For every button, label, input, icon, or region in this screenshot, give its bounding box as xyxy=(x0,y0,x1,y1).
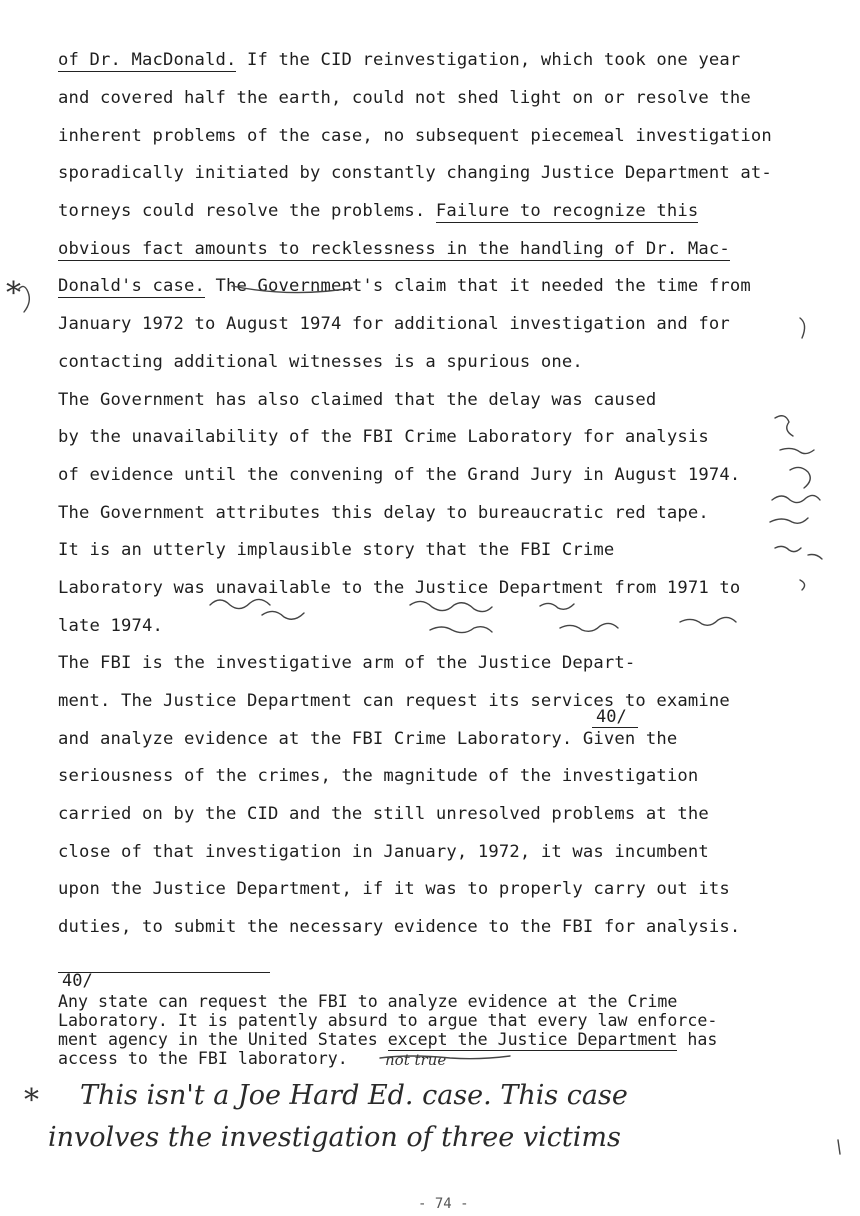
handwritten-note-line-1: This isn't a Joe Hard Ed. case. This case xyxy=(80,1080,628,1111)
body-line-22: close of that investigation in January, 1972, it was incumbent xyxy=(58,842,709,862)
body-line-8: January 1972 to August 1974 for additional investigation and for xyxy=(58,314,730,334)
body-line-19: and analyze evidence at the FBI Crime Laboratory. Given the xyxy=(58,729,678,749)
body-line-16: late 1974. xyxy=(58,616,163,636)
body-line-11: by the unavailability of the FBI Crime Laboratory for analysis xyxy=(58,427,709,447)
footnote-number: 40/ xyxy=(62,971,93,991)
body-line-17: The FBI is the investigative arm of the Justice Depart- xyxy=(58,653,636,673)
underlined-phrase: Failure to recognize this xyxy=(435,201,699,221)
body-line-12: of evidence until the convening of the Grand Jury in August 1974. xyxy=(58,465,741,485)
footnote-line-2: Laboratory. It is patently absurd to argue that every law enforce- xyxy=(58,1011,718,1030)
footnote-line-1: Any state can request the FBI to analyze evidence at the Crime xyxy=(58,992,678,1011)
body-line-2: and covered half the earth, could not shed light on or resolve the xyxy=(58,88,751,108)
handwritten-footnote-note: not true xyxy=(385,1051,447,1069)
footnote-line-4: access to the FBI laboratory. xyxy=(58,1049,348,1068)
underlined-phrase: Donald's case. xyxy=(58,276,205,296)
body-line-4: sporadically initiated by constantly changing Justice Department at- xyxy=(58,163,772,183)
footnote-text: ment agency in the United States xyxy=(58,1030,388,1049)
body-line-10: The Government has also claimed that the delay was caused xyxy=(58,390,657,410)
body-line-23: upon the Justice Department, if it was to properly carry out its xyxy=(58,879,730,899)
page-number: - 74 - xyxy=(418,1196,469,1212)
body-line-20: seriousness of the crimes, the magnitude of the investigation xyxy=(58,766,699,786)
footnote-reference: 40/ xyxy=(596,708,627,726)
body-line-18: ment. The Justice Department can request its services to examine xyxy=(58,691,730,711)
body-line-3: inherent problems of the case, no subsequent piecemeal investigation xyxy=(58,126,772,146)
bottom-asterisk-mark: * xyxy=(24,1083,39,1118)
body-line-15: Laboratory was unavailable to the Justice Department from 1971 to xyxy=(58,578,741,598)
underlined-phrase: of Dr. MacDonald. xyxy=(58,50,237,70)
body-text: The Government's claim that it needed the time from xyxy=(204,276,751,296)
footnote-text: has xyxy=(677,1030,718,1049)
body-line-21: carried on by the CID and the still unresolved problems at the xyxy=(58,804,709,824)
margin-asterisk-mark: * xyxy=(6,276,21,311)
body-line-13: The Government attributes this delay to bureaucratic red tape. xyxy=(58,503,709,523)
body-line-14: It is an utterly implausible story that the FBI Crime xyxy=(58,540,615,560)
body-text: torneys could resolve the problems. xyxy=(58,201,436,221)
body-text: If the CID reinvestigation, which took one year xyxy=(236,50,741,70)
underlined-phrase: except the Justice Department xyxy=(387,1030,678,1049)
body-line-9: contacting additional witnesses is a spurious one. xyxy=(58,352,583,372)
underlined-phrase: obvious fact amounts to recklessness in the handling of Dr. Mac- xyxy=(58,239,730,259)
handwritten-note-line-2: involves the investigation of three victims xyxy=(48,1122,621,1153)
body-line-24: duties, to submit the necessary evidence to the FBI for analysis. xyxy=(58,917,741,937)
